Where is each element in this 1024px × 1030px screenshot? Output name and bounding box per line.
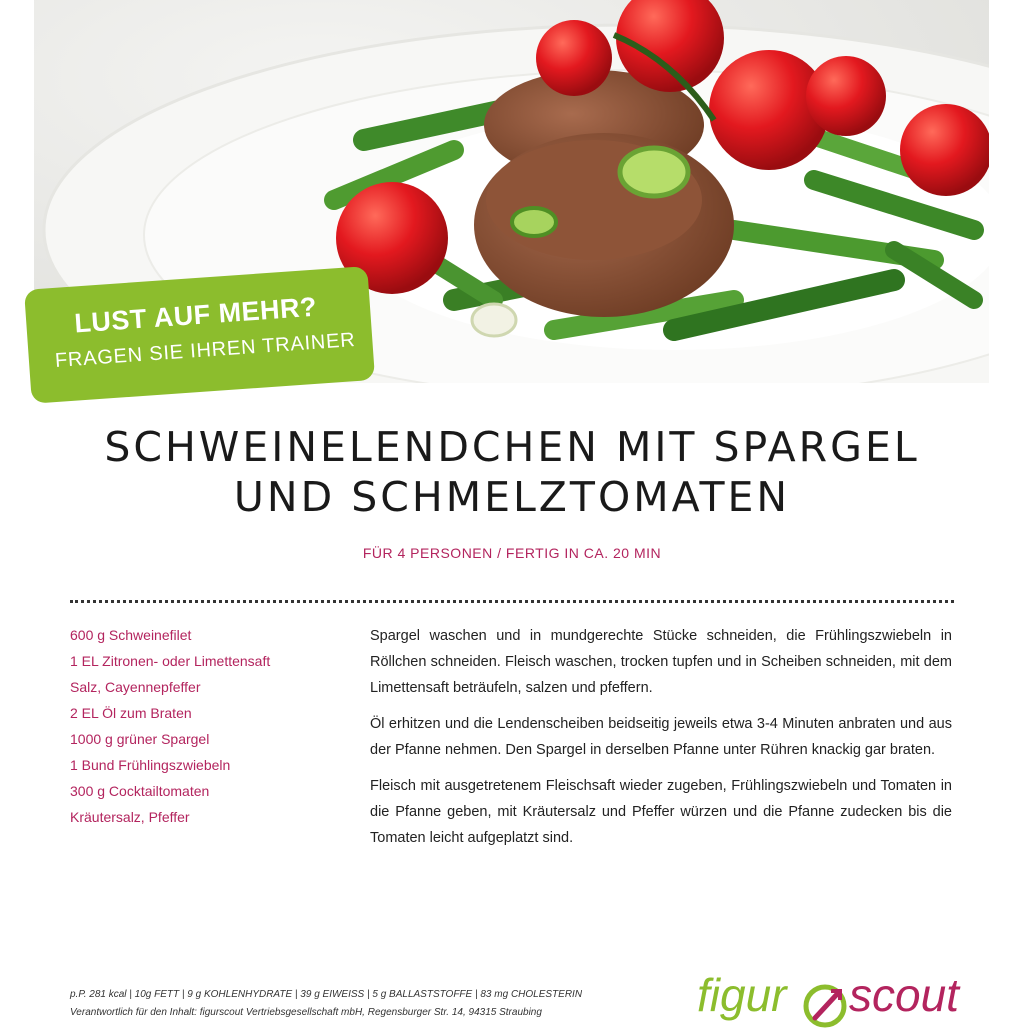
ingredient-item: 600 g Schweinefilet <box>70 627 192 643</box>
badge-subline: FRAGEN SIE IHREN TRAINER <box>54 329 357 372</box>
ingredient-item: 2 EL Öl zum Braten <box>70 705 192 721</box>
step-paragraph: Spargel waschen und in mundgerechte Stücke schneiden, die Frühlingszwiebeln in Röllchen schneiden. Fleisch waschen, trocken tupfen und in Scheiben schneiden, mit dem Limettensaft beträufeln, salzen und pfeffern. <box>370 628 952 696</box>
recipe-subtitle: FÜR 4 PERSONEN / FERTIG IN CA. 20 MIN <box>362 545 662 561</box>
logo-mark-icon <box>801 982 849 1030</box>
logo-text-figur: figur <box>697 969 787 1021</box>
step-paragraph: Öl erhitzen und die Lendenscheiben beidseitig jeweils etwa 3-4 Minuten anbraten und aus der Pfanne nehmen. Den Spargel in derselben Pfanne unter Rühren knackig gar braten. <box>370 716 952 758</box>
ingredient-item: Kräutersalz, Pfeffer <box>70 809 190 825</box>
recipe-title-line-1: SCHWEINELENDCHEN MIT SPARGEL <box>104 423 920 471</box>
figurscout-logo <box>697 968 967 1028</box>
step-paragraph: Fleisch mit ausgetretenem Fleischsaft wieder zugeben, Frühlingszwiebeln und Tomaten in die Pfanne geben, mit Kräutersalz und Pfeffer würzen und die Pfanne zudecken bis die Tomaten leicht aufgeplatzt sind. <box>370 778 952 846</box>
legal-notice: Verantwortlich für den Inhalt: figurscout Vertriebsgesellschaft mbH, Regensburger Str. 14, 94315 Straubing <box>70 1007 542 1018</box>
ingredient-item: 1 Bund Frühlingszwiebeln <box>70 757 231 773</box>
ingredient-item: 1000 g grüner Spargel <box>70 731 210 747</box>
ingredient-list <box>70 625 340 833</box>
nutrition-facts: p.P. 281 kcal | 10g FETT | 9 g KOHLENHYDRATE | 39 g EIWEISS | 5 g BALLASTSTOFFE | 83 mg CHOLESTERIN <box>70 989 583 1000</box>
ingredient-item: Salz, Cayennepfeffer <box>70 679 201 695</box>
recipe-title-line-2: UND SCHMELZTOMATEN <box>233 473 791 521</box>
ingredient-item: 1 EL Zitronen- oder Limettensaft <box>70 653 271 669</box>
badge-headline: LUST AUF MEHR? <box>73 291 318 339</box>
dotted-divider <box>70 600 954 603</box>
logo-text-scout: scout <box>849 969 959 1021</box>
trainer-promo-badge <box>24 266 375 404</box>
preparation-steps <box>370 623 952 861</box>
ingredient-item: 300 g Cocktailtomaten <box>70 783 210 799</box>
